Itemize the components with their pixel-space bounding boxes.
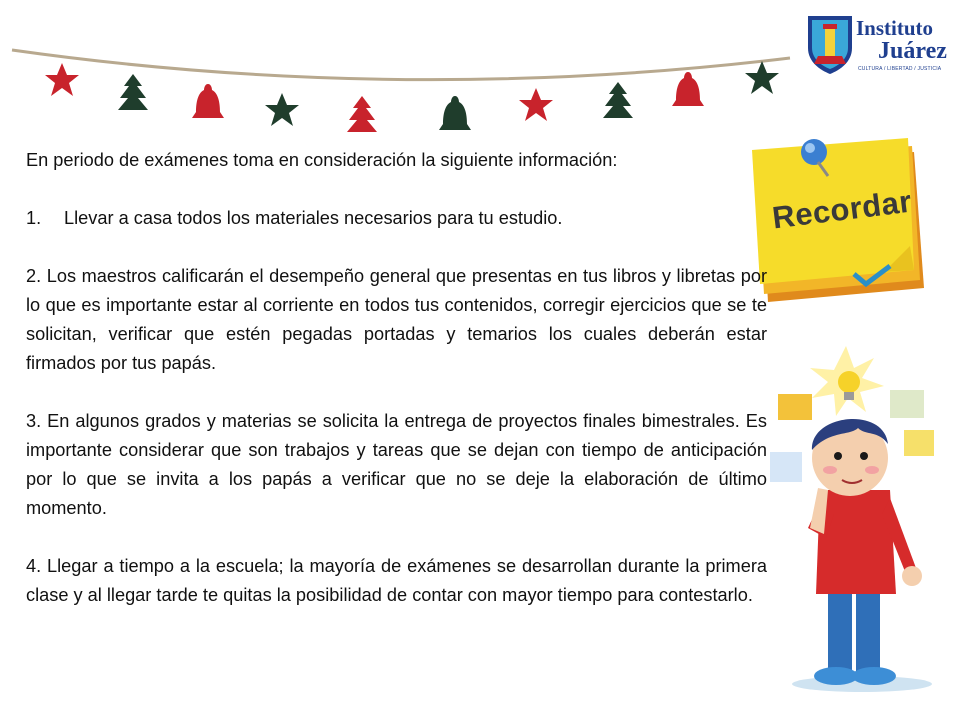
note-square [890, 390, 924, 418]
red-tree-ornament [347, 96, 377, 132]
list-item-1-text: Llevar a casa todos los materiales necesarios para tu estudio. [64, 208, 563, 228]
red-bell-ornament [672, 72, 704, 106]
main-content [26, 146, 767, 610]
green-star-ornament [265, 93, 299, 126]
red-star-ornament [519, 88, 553, 121]
logo-motto: CULTURA / LIBERTAD / JUSTICIA [858, 66, 942, 72]
green-star-ornament [745, 61, 779, 94]
christmas-garland [0, 30, 800, 150]
recordar-label: Recordar [770, 183, 914, 236]
note-square [904, 430, 934, 456]
red-star-ornament [45, 63, 79, 96]
intro-text: En periodo de exámenes toma en consideración la siguiente información: [26, 150, 618, 170]
list-item-1-number: 1. [26, 208, 42, 228]
lighthouse-shield-icon [804, 12, 856, 76]
note-square [778, 394, 812, 420]
list-item-3: 3. En algunos grados y materias se solicita la entrega de proyectos finales bimestrales. Es importante considerar que son trabajos y tareas que se dejan con tiempo de anticipación por lo que se invita a los papás a verificar que no se deje la elaboración de último momento. [26, 411, 767, 518]
recordar-sticky-note [742, 126, 932, 316]
thinking-boy-illustration [766, 338, 946, 694]
green-tree-ornament [118, 74, 148, 110]
list-item-4: 4. Llegar a tiempo a la escuela; la mayoría de exámenes se desarrollan durante la primera clase y al llegar tarde te quitas la posibilidad de contar con mayor tiempo para contestarlo. [26, 556, 767, 605]
logo-line1: Instituto [856, 16, 934, 40]
note-square [770, 452, 802, 482]
garland-string [12, 50, 790, 80]
green-bell-ornament [439, 96, 471, 130]
green-tree-ornament [603, 82, 633, 118]
logo-line2: Juárez [878, 38, 947, 64]
instituto-juarez-logo [804, 10, 954, 80]
list-item-2: 2. Los maestros calificarán el desempeño general que presentas en tus libros y libretas por lo que es importante estar al corriente en todos tus contenidos, corregir ejercicios que se te solicitan, verificar que estén pegadas portadas y temarios los cuales deberán estar firmados por tus papás. [26, 266, 767, 373]
list-item-1 [26, 204, 767, 233]
red-bell-ornament [192, 84, 224, 118]
